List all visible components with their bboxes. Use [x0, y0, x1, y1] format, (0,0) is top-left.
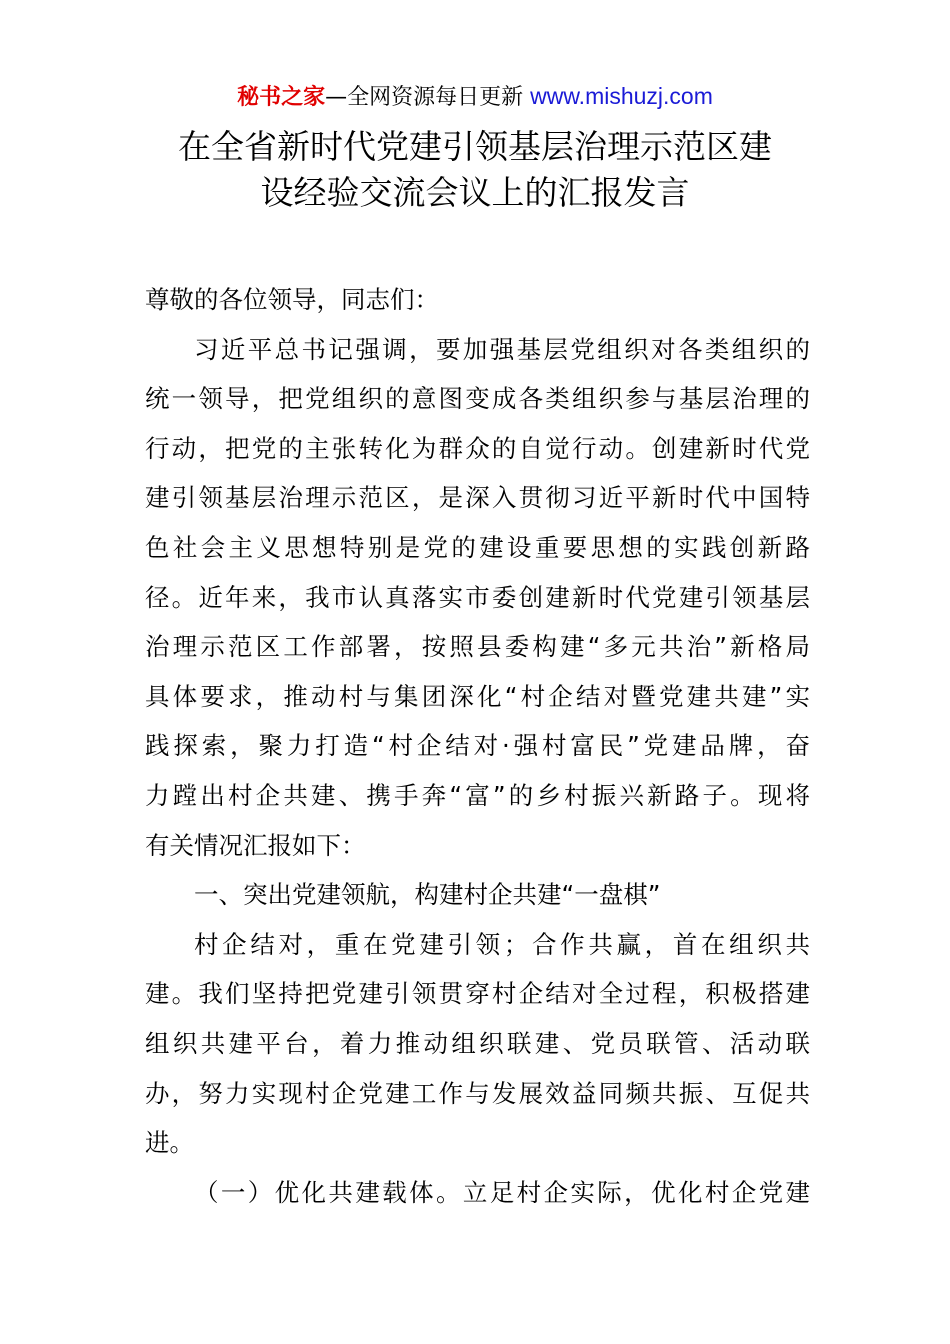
body-line: 村企结对，重在党建引领；合作共赢，首在组织共 — [194, 929, 810, 959]
body-line: 行动，把党的主张转化为群众的自觉行动。创建新时代党 — [145, 433, 810, 463]
salutation: 尊敬的各位领导，同志们： — [145, 285, 439, 314]
body-line: 治理示范区工作部署，按照县委构建“多元共治”新格局 — [145, 632, 810, 662]
site-tagline: —全网资源每日更新 — [325, 85, 524, 110]
body-line: 办，努力实现村企党建工作与发展效益同频共振、互促共 — [145, 1078, 810, 1108]
body-line: 建。我们坚持把党建引领贯穿村企结对全过程，积极搭建 — [145, 979, 810, 1009]
site-brand: 秘书之家 — [237, 85, 326, 110]
site-url-link[interactable]: www.mishuzj.com — [530, 83, 713, 109]
body-line: 径。近年来，我市认真落实市委创建新时代党建引领基层 — [145, 582, 810, 612]
body-line: 建引领基层治理示范区，是深入贯彻习近平新时代中国特 — [145, 483, 810, 513]
document-title — [120, 124, 830, 216]
title-line-2: 设经验交流会议上的汇报发言 — [260, 173, 690, 212]
section-heading: 一、突出党建领航，构建村企共建“一盘棋” — [194, 880, 661, 910]
title-line-1: 在全省新时代党建引领基层治理示范区建 — [178, 127, 772, 166]
site-header — [0, 80, 950, 114]
body-line: 力蹚出村企共建、携手奔“富”的乡村振兴新路子。现将 — [145, 780, 810, 810]
body-line: 色社会主义思想特别是党的建设重要思想的实践创新路 — [145, 532, 810, 562]
body-line: 有关情况汇报如下： — [145, 830, 366, 860]
body-line: 组织共建平台，着力推动组织联建、党员联管、活动联 — [145, 1028, 810, 1058]
subsection-line: （一）优化共建载体。立足村企实际，优化村企党建 — [194, 1177, 810, 1207]
document-body — [145, 275, 810, 1217]
body-line: 具体要求，推动村与集团深化“村企结对暨党建共建”实 — [145, 681, 810, 711]
body-line: 习近平总书记强调，要加强基层党组织对各类组织的 — [194, 334, 810, 364]
body-line: 统一领导，把党组织的意图变成各类组织参与基层治理的 — [145, 384, 810, 414]
body-line: 进。 — [145, 1128, 194, 1158]
body-line: 践探索，聚力打造“村企结对·强村富民”党建品牌，奋 — [145, 731, 810, 761]
